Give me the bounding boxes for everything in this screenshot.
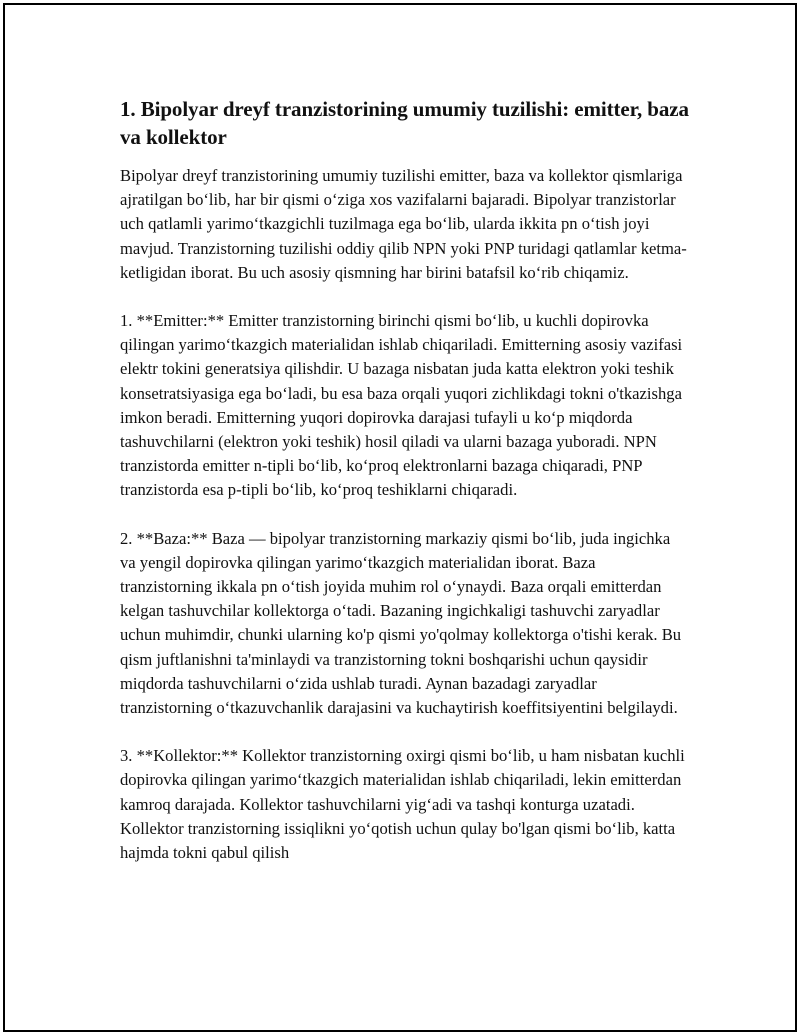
intro-paragraph: Bipolyar dreyf tranzistorining umumiy tuzilishi emitter, baza va kollektor qismlariga ajratilgan bo‘lib, har bir qismi o‘ziga xos vazifalarni bajaradi. Bipolyar tranzistorlar uch qatlamli yarimo‘tkazgichli tuzilmaga ega bo‘lib, ularda ikkita pn o‘tish joyi mavjud. Tranzistorning tuzilishi oddiy qilib NPN yoki PNP turidagi qatlamlar ketma-ketligidan iborat. Bu uch asosiy qismning har birini batafsil ko‘rib chiqamiz. xyxy=(120,166,687,282)
base-paragraph: 2. **Baza:** Baza — bipolyar tranzistorning markaziy qismi bo‘lib, juda ingichka va yengil dopirovka qilingan yarimo‘tkazgich materialidan iborat. Baza tranzistorning ikkala pn o‘tish joyida muhim rol o‘ynaydi. Baza orqali emitterdan kelgan tashuvchilar kollektorga o‘tadi. Bazaning ingichkaligi tashuvchi zaryadlar uchun muhimdir, chunki ularning ko'p qismi yo'qolmay kollektorga o'tishi kerak. Bu qism juftlanishni ta'minlaydi va tranzistorning tokni boshqarishi uchun qaysidir miqdorda tashuvchilarni o‘zida ushlab turadi. Aynan bazadagi zaryadlar tranzistorning o‘tkazuvchanlik darajasini va kuchaytirish koeffitsiyentini belgilaydi. xyxy=(120,528,682,718)
collector-paragraph: 3. **Kollektor:** Kollektor tranzistorning oxirgi qismi bo‘lib, u ham nisbatan kuchli dopirovka qilingan yarimo‘tkazgich materialidan ishlab chiqariladi, lekin emitterdan kamroq darajada. Kollektor tashuvchilarni yig‘adi va tashqi konturga uzatadi. Kollektor tranzistorning issiqlikni yo‘qotish uchun qulay bo'lgan qismi bo‘lib, katta hajmda tokni qabul qilish xyxy=(120,746,685,863)
section-heading: 1. Bipolyar dreyf tranzistorining umumiy tuzilishi: emitter, baza va kollektor xyxy=(120,97,689,149)
document-page xyxy=(3,3,797,1032)
emitter-paragraph: 1. **Emitter:** Emitter tranzistorning birinchi qismi bo‘lib, u kuchli dopirovka qilingan yarimo‘tkazgich materialidan ishlab chiqariladi. Emitterning asosiy vazifasi elektr tokini generatsiya qilishdir. U bazaga nisbatan juda katta elektron yoki teshik konsetratsiyasiga ega bo‘ladi, bu esa baza orqali yuqori zichlikdagi tokni o'tkazishga imkon beradi. Emitterning yuqori dopirovka darajasi tufayli u ko‘p miqdorda tashuvchilarni (elektron yoki teshik) hosil qiladi va ularni bazaga yuboradi. NPN tranzistorda emitter n-tipli bo‘lib, ko‘proq elektronlarni bazaga chiqaradi, PNP tranzistorda esa p-tipli bo‘lib, ko‘proq teshiklarni chiqaradi. xyxy=(120,311,683,500)
document-body xyxy=(120,95,690,889)
